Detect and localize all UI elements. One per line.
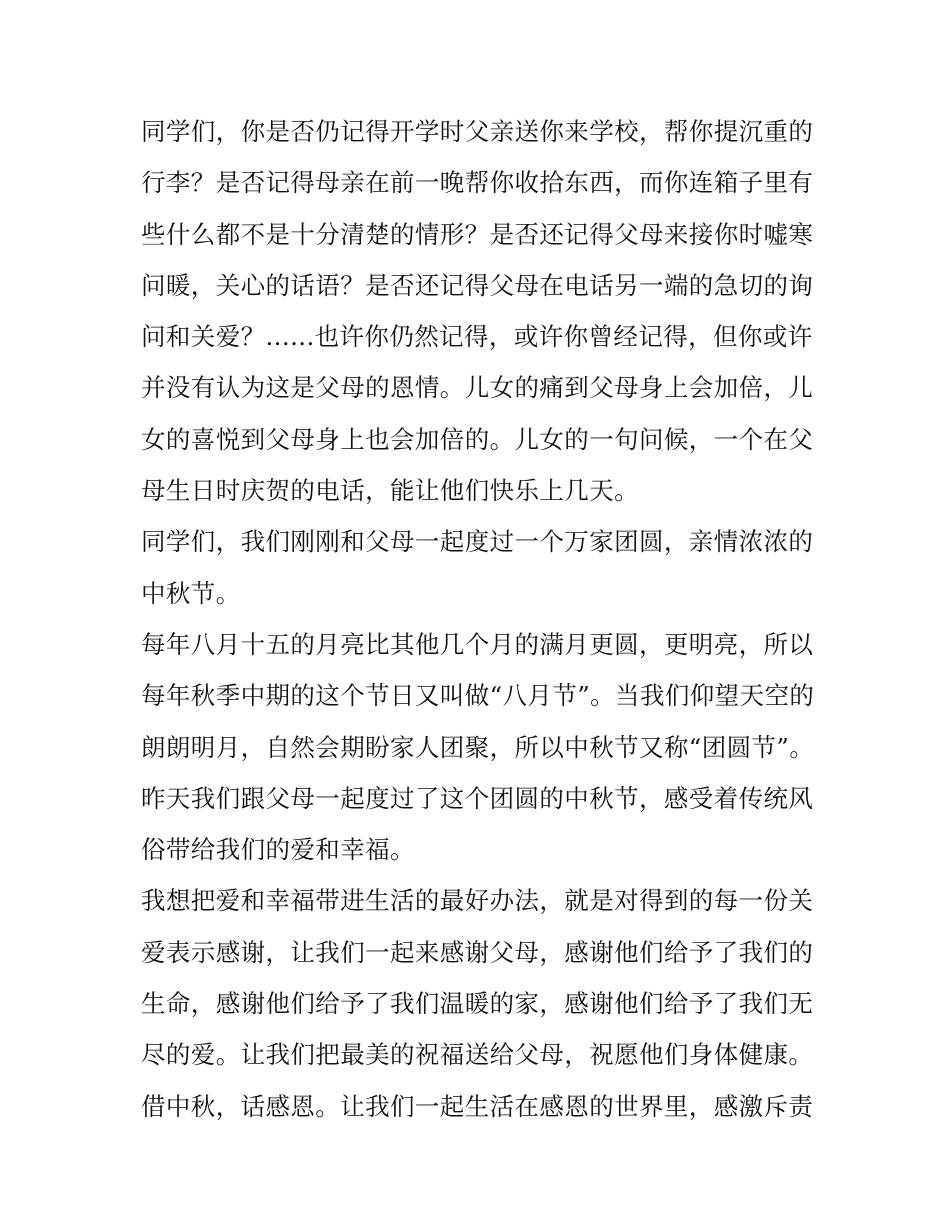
text-line: 同学们，我们刚刚和父母一起度过一个万家团圆，亲情浓浓的	[141, 527, 814, 557]
text-line: 些什么都不是十分清楚的情形？是否还记得父母来接你时嘘寒	[141, 219, 814, 249]
text-line: 朗朗明月，自然会期盼家人团聚，所以中秋节又称“团圆节”。	[141, 732, 815, 762]
text-line: 母生日时庆贺的电话，能让他们快乐上几天。	[141, 476, 639, 506]
text-line: 俗带给我们的爱和幸福。	[141, 835, 415, 865]
text-line: 同学们，你是否仍记得开学时父亲送你来学校，帮你提沉重的	[141, 117, 814, 146]
text-line: 行李？是否记得母亲在前一晚帮你收拾东西，而你连箱子里有	[141, 168, 814, 198]
text-line: 昨天我们跟父母一起度过了这个团圆的中秋节，感受着传统风	[141, 783, 814, 813]
text-line: 每年八月十五的月亮比其他几个月的满月更圆，更明亮，所以	[141, 629, 814, 659]
text-line: 我想把爱和幸福带进生活的最好办法，就是对得到的每一份关	[141, 886, 814, 916]
text-line: 中秋节。	[141, 578, 241, 608]
text-line: 爱表示感谢，让我们一起来感谢父母，感谢他们给予了我们的	[141, 937, 814, 967]
document-body	[141, 106, 821, 1132]
text-line: 生命，感谢他们给予了我们温暖的家，感谢他们给予了我们无	[141, 989, 814, 1019]
text-line: 女的喜悦到父母身上也会加倍的。儿女的一句问候，一个在父	[141, 424, 814, 454]
text-line: 并没有认为这是父母的恩情。儿女的痛到父母身上会加倍，儿	[141, 373, 814, 403]
text-line: 借中秋，话感恩。让我们一起生活在感恩的世界里，感激斥责	[141, 1091, 814, 1121]
text-line: 尽的爱。让我们把最美的祝福送给父母，祝愿他们身体健康。	[141, 1040, 814, 1070]
text-line: 每年秋季中期的这个节日又叫做“八月节”。当我们仰望天空的	[141, 681, 815, 711]
text-line: 问暖，关心的话语？是否还记得父母在电话另一端的急切的询	[141, 270, 814, 300]
text-line: 问和关爱？......也许你仍然记得，或许你曾经记得，但你或许	[141, 322, 813, 352]
